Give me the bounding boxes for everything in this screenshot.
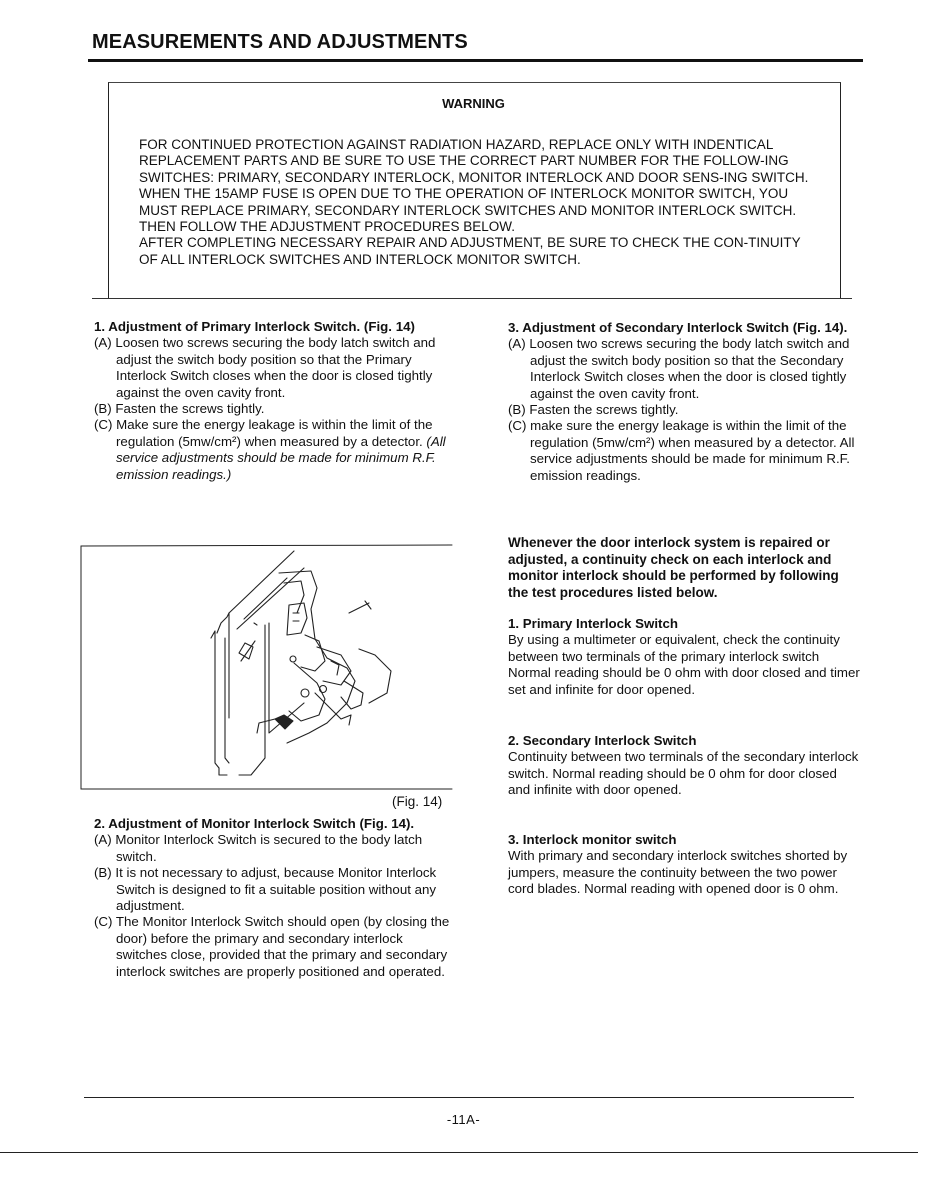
screw-3	[290, 656, 296, 662]
secondary-interlock-adjustment-section	[508, 320, 863, 484]
mount-bracket	[359, 649, 391, 703]
bottom-rule	[0, 1152, 918, 1153]
warning-paragraph: WHEN THE 15AMP FUSE IS OPEN DUE TO THE OPERATION OF INTERLOCK MONITOR SWITCH, YOU MUST REPLACE PRIMARY, SECONDARY INTERLOCK SWITCHES AND MONITOR INTERLOCK SWITCH. THEN FOLLOW THE ADJUSTMENT PROCEDURES BELOW.	[139, 186, 797, 235]
cavity-flange	[217, 613, 229, 718]
test-text: With primary and secondary interlock switches shorted by jumpers, measure the continuity between the two power cord blades. Normal reading with opened door is 0 ohm.	[508, 848, 848, 897]
leader-line	[349, 601, 371, 613]
footer-rule	[84, 1097, 854, 1098]
section-heading: 2. Adjustment of Monitor Interlock Switch (Fig. 14).	[94, 816, 415, 831]
list-item-note: (All service adjustments should be made for minimum R.F. emission readings.)	[116, 433, 446, 482]
door-hook	[239, 643, 253, 659]
test-primary-interlock	[508, 616, 860, 698]
list-item: (C) The Monitor Interlock Switch should open (by closing the door) before the primary and secondary interlock switches close, provided that the primary and secondary interlock switches are properly positioned and operated.	[94, 914, 450, 979]
test-text: By using a multimeter or equivalent, check the continuity between two terminals of the primary interlock switch Normal reading should be 0 ohm with door closed and timer set and infinite for door opened.	[508, 632, 860, 697]
list-item: (B) It is not necessary to adjust, because Monitor Interlock Switch is designed to fit a suitable position without any adjustment.	[94, 865, 437, 914]
test-text: Continuity between two terminals of the secondary interlock switch. Normal reading should be 0 ohm for door closed and infinite with door opened.	[508, 749, 859, 798]
warning-paragraph: AFTER COMPLETING NECESSARY REPAIR AND ADJUSTMENT, BE SURE TO CHECK THE CON-TINUITY OF ALL INTERLOCK SWITCHES AND INTERLOCK MONITOR SWITCH.	[139, 235, 801, 267]
primary-switch	[287, 603, 307, 635]
test-secondary-interlock	[508, 733, 860, 799]
list-item: (C) make sure the energy leakage is within the limit of the regulation (5mw/cm²) when measured by a detector. All service adjustments should be made for minimum R.F. emission readings.	[508, 418, 855, 483]
warning-bottom-rule	[92, 298, 852, 299]
list-item: (B) Fasten the screws tightly.	[94, 401, 265, 417]
interlock-switch-figure	[79, 543, 454, 791]
latch-hook	[275, 715, 293, 729]
page-title: MEASUREMENTS AND ADJUSTMENTS	[92, 31, 468, 53]
list-item-text: (C) Make sure the energy leakage is within the limit of the regulation (5mw/cm²) when measured by a detector.	[94, 417, 433, 449]
monitor-switch	[341, 681, 363, 709]
figure-frame-top	[81, 545, 452, 546]
test-heading: 3. Interlock monitor switch	[508, 832, 677, 847]
warning-paragraph: FOR CONTINUED PROTECTION AGAINST RADIATION HAZARD, REPLACE ONLY WITH INDENTICAL REPLACEMENT PARTS AND BE SURE TO USE THE CORRECT PART NUMBER FOR THE FOLLOW-ING SWITCHES: PRIMARY, SECONDARY INTERLOCK, MONITOR INTERLOCK AND DOOR SENS-ING SWITCH.	[139, 137, 809, 185]
monitor-interlock-adjustment-section	[94, 816, 450, 980]
warning-title: WARNING	[442, 96, 505, 111]
figure-caption: (Fig. 14)	[392, 794, 443, 809]
cavity-edge	[211, 631, 219, 768]
section-heading: 1. Adjustment of Primary Interlock Switch. (Fig. 14)	[94, 319, 415, 334]
primary-interlock-adjustment-section	[94, 319, 450, 483]
test-heading: 1. Primary Interlock Switch	[508, 616, 678, 631]
screw-1	[301, 689, 309, 697]
list-item	[94, 417, 450, 483]
page-number: -11A-	[446, 1112, 481, 1127]
list-item: (A) Loosen two screws securing the body latch switch and adjust the switch body position so that the Primary Interlock Switch closes when the door is closed tightly against the oven cavity front.	[94, 335, 436, 400]
title-rule	[88, 59, 863, 62]
section-heading: 3. Adjustment of Secondary Interlock Switch (Fig. 14).	[508, 320, 848, 335]
warning-text	[139, 137, 817, 268]
list-item: (A) Monitor Interlock Switch is secured to the body latch switch.	[94, 832, 423, 864]
list-item: (A) Loosen two screws securing the body latch switch and adjust the switch body position so that the Secondary Interlock Switch closes when the door is closed tightly against the oven cavity front.	[508, 336, 850, 401]
list-item: (B) Fasten the screws tightly.	[508, 402, 679, 418]
test-heading: 2. Secondary Interlock Switch	[508, 733, 697, 748]
latch-plate-top	[229, 551, 294, 613]
test-interlock-monitor	[508, 832, 860, 898]
continuity-check-intro: Whenever the door interlock system is repaired or adjusted, a continuity check on each interlock and monitor interlock should be performed by following the test procedures listed below.	[508, 535, 839, 600]
